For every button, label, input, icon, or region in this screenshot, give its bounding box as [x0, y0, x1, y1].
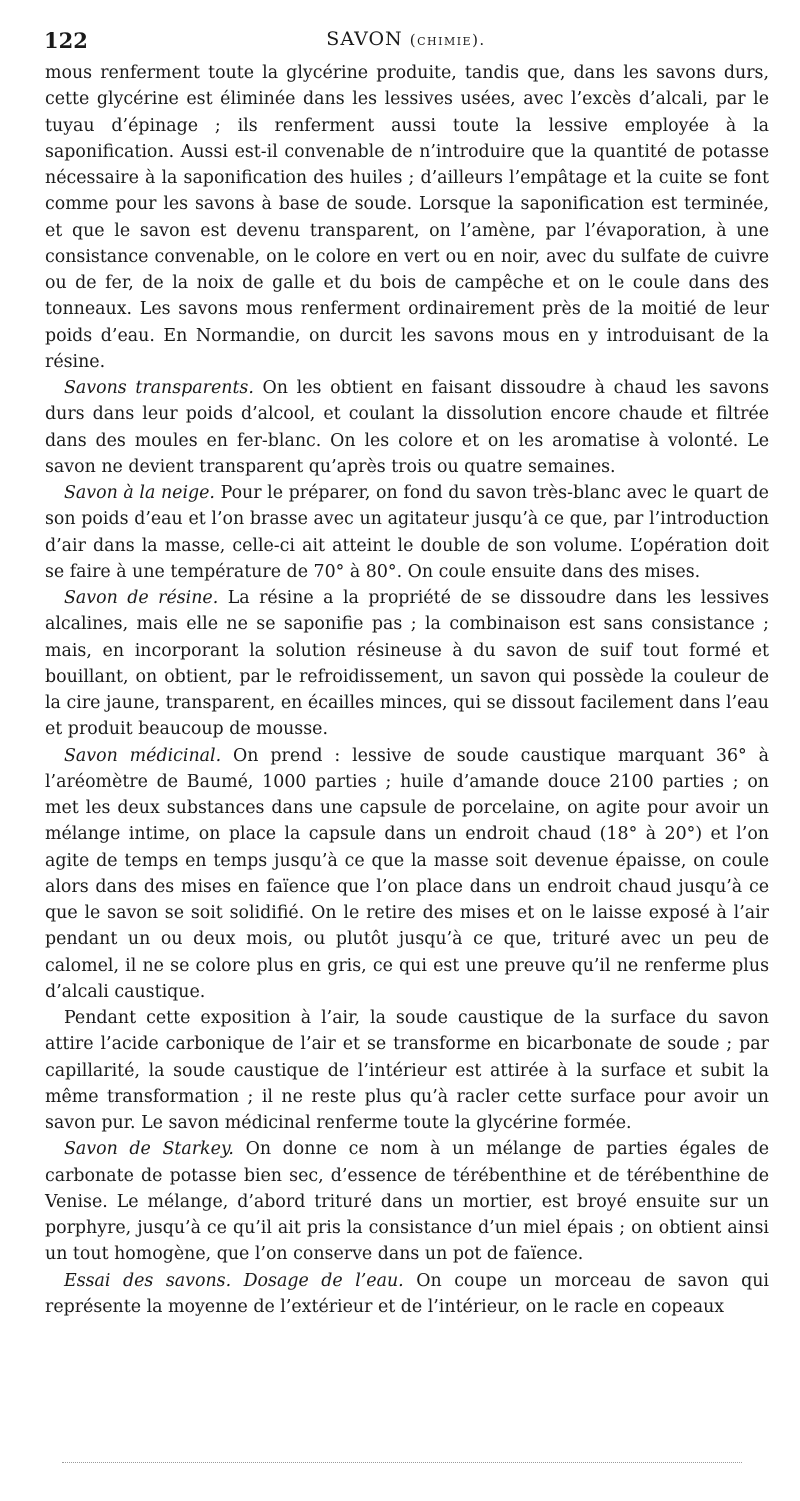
- paragraph-text: Pendant cette exposition à l’air, la soude caustique de la surface du savon attire l’acide carbonique de l’air et se transforme en bicarbonate de soude ; par capillarité, la soude caustique de l’intérieur est attirée à la surface et subit la même transformation ; il ne reste plus qu’à racler cette surface pour avoir un savon pur. Le savon médicinal renferme toute la glycérine formée.: [45, 1008, 769, 1133]
- paragraph-text: On les obtient en faisant dissoudre à chaud les savons durs dans leur poids d’alcool, et coulant la dissolution encore chaude et filtrée dans des moules en fer-blanc. On les colore et on les aromatise à volonté. Le savon ne devient transparent qu’après trois ou quatre semaines.: [45, 378, 769, 477]
- running-title-sub: (chimie).: [409, 31, 486, 49]
- paragraph-savon-de-starkey: [45, 1136, 769, 1267]
- paragraph-savon-medicinal: [45, 743, 769, 1006]
- paragraph-savon-a-la-neige: [45, 480, 769, 585]
- paragraph-exposition: [45, 1005, 769, 1136]
- page-number: 122: [44, 28, 88, 53]
- paragraph-text: mous renferment toute la glycérine produite, tandis que, dans les savons durs, cette glycérine est éliminée dans les lessives usées, avec l’excès d’alcali, par le tuyau d’épinage ; ils renferment aussi toute la lessive employée à la saponification. Aussi est-il convenable de n’introduire que la quantité de potasse nécessaire à la saponification des huiles ; d’ailleurs l’empâtage et la cuite se font comme pour les savons à base de soude. Lorsque la saponification est terminée, et que le savon est devenu transparent, on l’amène, par l’évaporation, à une consistance convenable, on le colore en vert ou en noir, avec du sulfate de cuivre ou de fer, de la noix de galle et du bois de campêche et on le coule dans des tonneaux. Les savons mous renferment ordinairement près de la moitié de leur poids d’eau. En Normandie, on durcit les savons mous en y introduisant de la résine.: [45, 63, 769, 372]
- paragraph-text: On prend : lessive de soude caustique marquant 36° à l’aréomètre de Baumé, 1000 parties ; huile d’amande douce 2100 parties ; on met les deux substances dans une capsule de porcelaine, on agite pour avoir un mélange intime, on place la capsule dans un endroit chaud (18° à 20°) et l’on agite de temps en temps jusqu’à ce que la masse soit devenue épaisse, on coule alors dans des mises en faïence que l’on place dans un endroit chaud jusqu’à ce que le savon se soit solidifié. On le retire des mises et on le laisse exposé à l’air pendant un ou deux mois, ou plutôt jusqu’à ce que, trituré avec un peu de calomel, il ne se colore plus en gris, ce qui est une preuve qu’il ne renferme plus d’alcali caustique.: [45, 745, 770, 1002]
- page-header: [44, 28, 768, 58]
- entry-term: Savon médicinal.: [64, 745, 222, 766]
- body-text: [45, 60, 769, 1320]
- entry-term: Essai des savons. Dosage de l’eau.: [64, 1270, 404, 1291]
- paragraph-continued: [45, 60, 769, 375]
- paragraph-text: On coupe un morceau de savon qui représente la moyenne de l’extérieur et de l’intérieur, on le racle en copeaux: [45, 1270, 769, 1317]
- entry-term: Savon de résine.: [64, 588, 219, 608]
- paragraph-savon-de-resine: [45, 585, 769, 743]
- paragraph-text: On donne ce nom à un mélange de parties égales de carbonate de potasse bien sec, d’essence de térébenthine et de térébenthine de Venise. Le mélange, d’abord trituré dans un mortier, est broyé ensuite sur un porphyre, jusqu’à ce qu’il ait pris la consistance d’un miel épais ; on obtient ainsi un tout homogène, que l’on conserve dans un pot de faïence.: [45, 1139, 769, 1265]
- paragraph-text: La résine a la propriété de se dissoudre dans les lessives alcalines, mais elle ne se saponifie pas ; la combinaison est sans consistance ; mais, en incorporant la solution résineuse à du savon de suif tout formé et bouillant, on obtient, par le refroidissement, un savon qui possède la couleur de la cire jaune, transparent, en écailles minces, qui se dissout facilement dans l’eau et produit beaucoup de mousse.: [45, 588, 769, 740]
- footer-rule: [62, 1462, 742, 1465]
- running-title-main: SAVON: [326, 28, 403, 50]
- running-title: [44, 28, 768, 50]
- paragraph-essai-des-savons: [45, 1268, 769, 1321]
- paragraph-savons-transparents: [45, 375, 769, 480]
- paragraph-text: Pour le préparer, on fond du savon très-blanc avec le quart de son poids d’eau et l’on brasse avec un agitateur jusqu’à ce que, par l’introduction d’air dans la masse, celle-ci ait atteint le double de son volume. L’opération doit se faire à une température de 70° à 80°. On coule ensuite dans des mises.: [45, 483, 769, 582]
- entry-term: Savon de Starkey.: [64, 1139, 234, 1160]
- entry-term: Savon à la neige.: [64, 483, 215, 503]
- entry-term: Savons transparents.: [64, 378, 254, 398]
